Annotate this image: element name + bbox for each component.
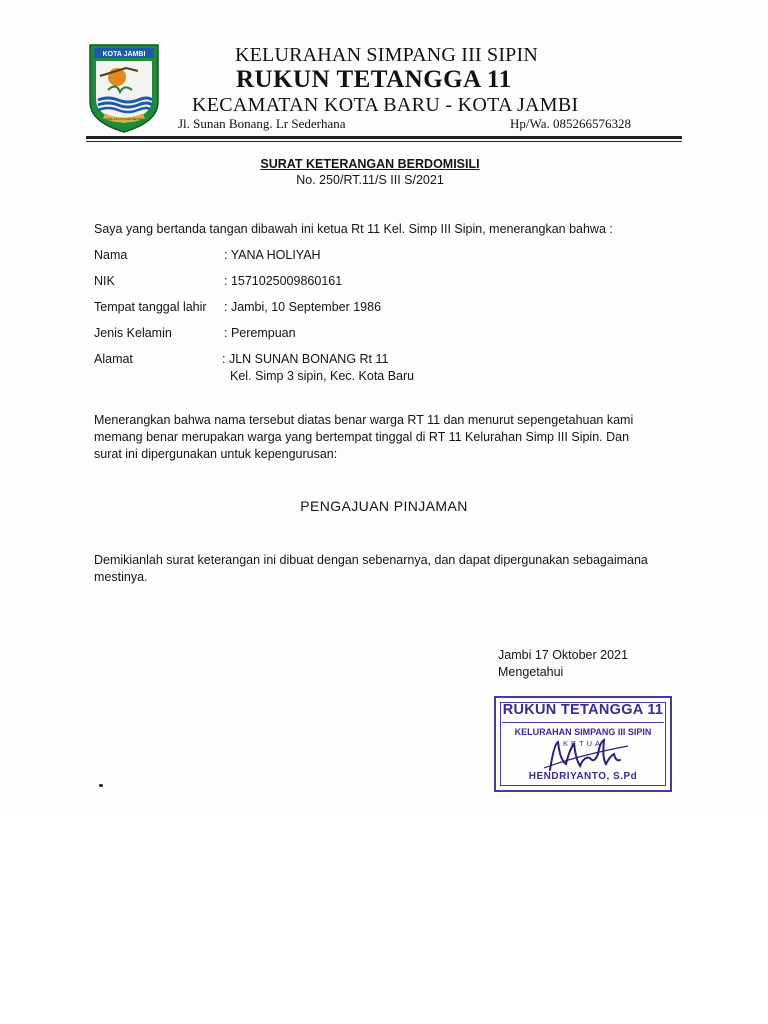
closing-paragraph xyxy=(94,552,694,586)
place-date: Jambi 17 Oktober 2021 xyxy=(498,648,628,662)
statement-line: memang benar merupakan warga yang bertempat tinggal di RT 11 Kelurahan Simp III Sipin. Dan xyxy=(94,430,630,444)
letterhead-unit: RUKUN TETANGGA 11 xyxy=(236,66,512,93)
acknowledged-label: Mengetahui xyxy=(498,665,564,679)
stamp-signatory: HENDRIYANTO, S.Pd xyxy=(528,771,638,782)
field-value-address: : JLN SUNAN BONANG Rt 11 xyxy=(222,352,389,366)
letterhead-phone: Hp/Wa. 085266576328 xyxy=(510,116,631,131)
stamp-title: RUKUN TETANGGA 11 xyxy=(502,702,664,718)
handwritten-signature xyxy=(536,734,636,776)
letter-title-text: SURAT KETERANGAN BERDOMISILI xyxy=(260,157,480,171)
field-label-gender: Jenis Kelamin xyxy=(94,326,172,340)
intro-text: Saya yang bertanda tangan dibawah ini ketua Rt 11 Kel. Simp III Sipin, menerangkan bahwa : xyxy=(94,222,613,236)
field-value-address-line2: Kel. Simp 3 sipin, Kec. Kota Baru xyxy=(230,369,415,383)
field-value-gender: : Perempuan xyxy=(224,326,296,340)
letterhead-address: Jl. Sunan Bonang. Lr Sederhana xyxy=(178,116,346,131)
field-value-nik: : 1571025009860161 xyxy=(224,274,343,288)
closing-line: Demikianlah surat keterangan ini dibuat dengan sebenarnya, dan dapat dipergunakan sebagaimana xyxy=(94,553,648,567)
letterhead-district: KECAMATAN KOTA BARU - KOTA JAMBI xyxy=(192,94,579,116)
field-label-name: Nama xyxy=(94,248,128,262)
stamp-role: KETUA xyxy=(562,739,603,748)
statement-line: surat ini dipergunakan untuk kepengurusan: xyxy=(94,447,338,461)
logo-text: KOTA JAMBI xyxy=(102,51,146,58)
official-stamp xyxy=(494,696,672,792)
kota-jambi-logo xyxy=(86,42,162,134)
stray-mark xyxy=(99,784,103,787)
logo-ribbon-text: TANAH PILIH PUSAKO BETUAH xyxy=(104,118,144,121)
letterhead-rule-thin xyxy=(86,141,682,142)
letter-number: No. 250/RT.11/S III S/2021 xyxy=(296,173,444,187)
purpose-text: PENGAJUAN PINJAMAN xyxy=(300,498,468,514)
field-label-address: Alamat xyxy=(94,352,133,366)
stamp-subtitle: KELURAHAN SIMPANG III SIPIN xyxy=(514,727,652,737)
closing-line: mestinya. xyxy=(94,570,148,584)
statement-paragraph xyxy=(94,412,674,463)
field-value-birth: : Jambi, 10 September 1986 xyxy=(224,300,382,314)
field-label-birth: Tempat tanggal lahir xyxy=(94,300,207,314)
letter-title xyxy=(0,157,740,171)
letterhead-organization: KELURAHAN SIMPANG III SIPIN xyxy=(235,44,539,66)
letterhead-rule-thick xyxy=(86,136,682,139)
stamp-divider xyxy=(502,722,664,723)
field-label-nik: NIK xyxy=(94,274,115,288)
field-value-name: : YANA HOLIYAH xyxy=(224,248,321,262)
statement-line: Menerangkan bahwa nama tersebut diatas benar warga RT 11 dan menurut sepengetahuan kami xyxy=(94,413,634,427)
